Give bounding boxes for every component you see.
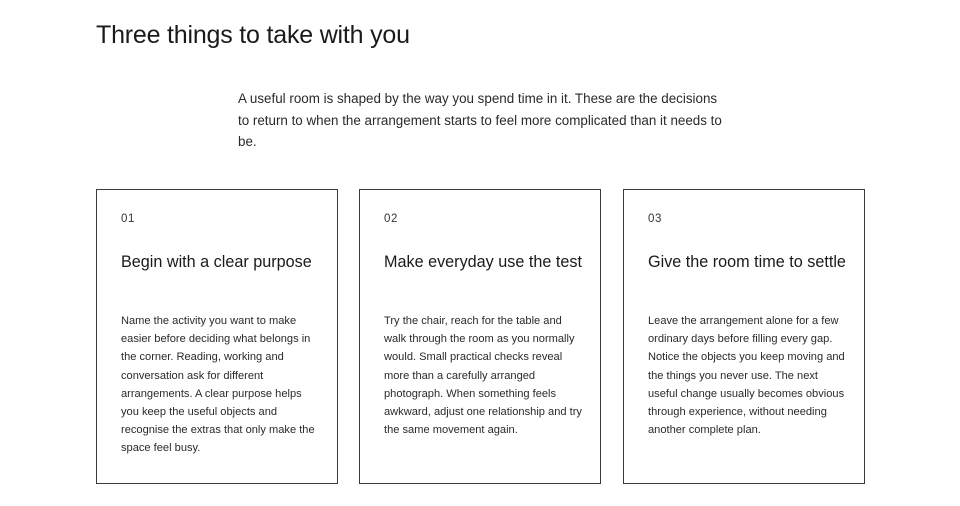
card-number: 02 [384, 213, 398, 225]
card-title: Begin with a clear purpose [121, 253, 312, 271]
card-everyday-use [359, 189, 601, 484]
card-body: Try the chair, reach for the table and walk through the room as you normally would. Small practical checks reveal more than a carefully arranged photograph. When something feels awkward, adjust one relationship and try the same movement again. [384, 315, 582, 437]
card-purpose [96, 189, 338, 484]
card-body: Leave the arrangement alone for a few ordinary days before filling every gap. Notice the objects you keep moving and the things you never use. The next useful change usually becomes obvious through experience, without needing another complete plan. [648, 315, 845, 437]
cards-row [96, 189, 864, 484]
card-title: Make everyday use the test [384, 253, 582, 271]
card-settle [623, 189, 865, 484]
card-body: Name the activity you want to make easier before deciding what belongs in the corner. Reading, working and conversation ask for different arrangements. A clear purpose helps you keep the useful objects and recognise the extras that only make the space feel busy. [121, 315, 315, 455]
intro-paragraph: A useful room is shaped by the way you spend time in it. These are the decisions to return to when the arrangement starts to feel more complicated than it needs to be. [238, 91, 722, 149]
card-number: 03 [648, 213, 662, 225]
card-number: 01 [121, 213, 135, 225]
page-title: Three things to take with you [96, 21, 410, 49]
card-title: Give the room time to settle [648, 253, 846, 271]
